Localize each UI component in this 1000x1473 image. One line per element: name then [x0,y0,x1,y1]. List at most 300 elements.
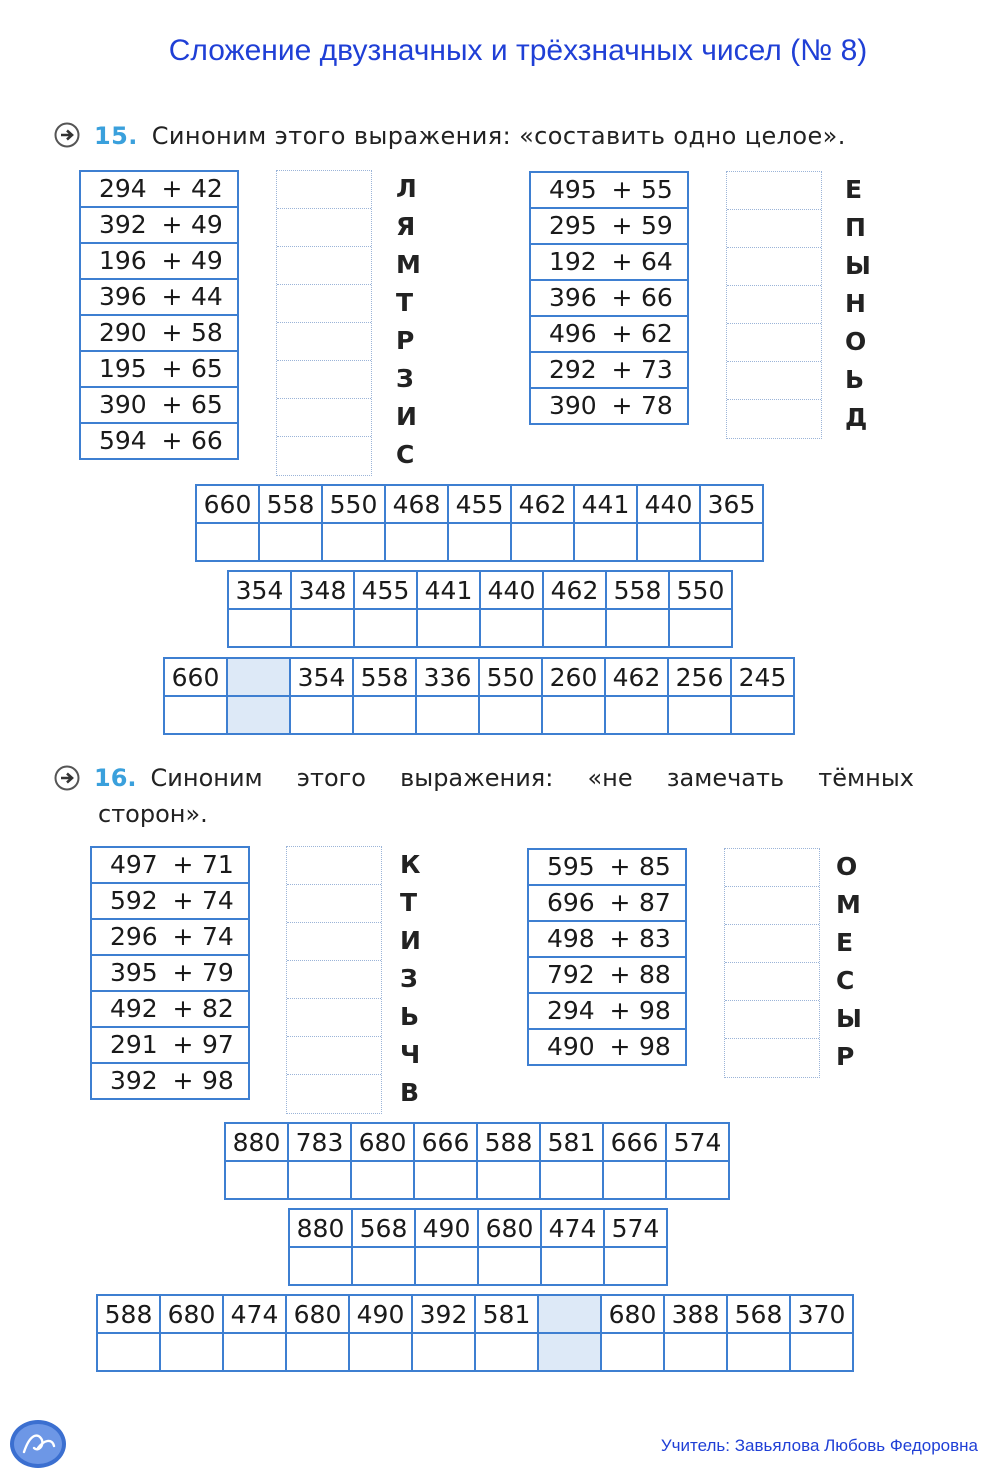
addend-a: 592 [110,886,158,915]
letter-input-cell[interactable] [164,696,227,734]
letter-input-cell[interactable] [601,1333,664,1371]
number-cell: 354 [228,571,291,609]
number-cell: 880 [289,1209,352,1247]
task-text-word: замечать [666,764,785,792]
cipher-letter: И [400,926,421,955]
addend-a: 290 [99,318,147,347]
letter-input-cell[interactable] [731,696,794,734]
letter-input-cell[interactable] [412,1333,475,1371]
addend-b: 88 [639,960,671,989]
letter-input-cell[interactable] [223,1333,286,1371]
number-cell: 474 [541,1209,604,1247]
number-cell: 462 [543,571,606,609]
number-cell: 558 [259,485,322,523]
addend-b: 71 [202,850,234,879]
addend-a: 196 [99,246,147,275]
cipher-letter: В [400,1078,420,1107]
cipher-letter: Н [845,289,866,318]
answer-box[interactable] [277,437,371,475]
plus-sign: + [161,282,183,311]
number-cell: 440 [480,571,543,609]
addend-b: 87 [639,888,671,917]
expression-row [90,920,250,956]
answer-box[interactable] [277,285,371,323]
answer-box[interactable] [287,847,381,885]
answer-box[interactable] [277,171,371,209]
answer-grid [288,1208,668,1286]
addend-a: 395 [110,958,158,987]
plus-sign: + [161,318,183,347]
expression-row [79,208,239,244]
letter-input-cell[interactable] [415,1247,478,1285]
number-cell: 680 [160,1295,223,1333]
answer-box[interactable] [277,323,371,361]
cipher-letter: Я [396,212,416,241]
number-cell: 462 [511,485,574,523]
number-cell: 455 [448,485,511,523]
number-cell: 245 [731,658,794,696]
letter-input-cell[interactable] [448,523,511,561]
answer-box[interactable] [277,361,371,399]
plus-sign: + [611,355,633,384]
number-cell: 354 [290,658,353,696]
plus-sign: + [611,175,633,204]
letter-column [845,171,871,437]
letter-input-cell[interactable] [352,1247,415,1285]
number-cell: 550 [479,658,542,696]
expression-row [527,886,687,922]
cipher-letter: Ы [845,251,871,280]
letter-input-cell[interactable] [511,523,574,561]
cipher-letter: М [396,250,421,279]
teacher-credit: Учитель: Завьялова Любовь Федоровна [660,1436,978,1455]
expression-row [79,388,239,424]
answer-column [286,846,382,1114]
expression-row [529,171,689,209]
expression-row [529,317,689,353]
addend-a: 292 [549,355,597,384]
answer-box[interactable] [727,324,821,362]
answer-box[interactable] [727,172,821,210]
cipher-letter: К [400,850,421,879]
letter-input-cell[interactable] [291,609,354,647]
expression-row [527,958,687,994]
answer-box[interactable] [727,400,821,438]
letter-input-cell[interactable] [606,609,669,647]
plus-sign: + [172,850,194,879]
cipher-letter: О [836,852,858,881]
plus-sign: + [172,922,194,951]
plus-sign: + [172,1030,194,1059]
number-cell: 468 [385,485,448,523]
letter-input-cell[interactable] [289,1247,352,1285]
number-cell: 588 [97,1295,160,1333]
answer-box[interactable] [287,885,381,923]
addend-b: 66 [641,283,673,312]
plus-sign: + [161,174,183,203]
expression-row [79,170,239,208]
answer-box[interactable] [725,887,819,925]
task-number: 15. [94,122,138,150]
plus-sign: + [172,994,194,1023]
letter-input-cell[interactable] [349,1333,412,1371]
number-cell: 490 [415,1209,478,1247]
number-cell: 660 [164,658,227,696]
number-cell: 581 [475,1295,538,1333]
expression-row [529,245,689,281]
expression-row [529,353,689,389]
number-cell: 680 [601,1295,664,1333]
addend-a: 390 [99,390,147,419]
addend-b: 55 [641,175,673,204]
answer-box[interactable] [725,1039,819,1077]
answer-box[interactable] [727,248,821,286]
letter-input-cell[interactable] [543,609,606,647]
task-text: Синоним этого выражения: «составить одно целое». [151,122,846,150]
addend-b: 62 [641,319,673,348]
answer-box[interactable] [725,925,819,963]
addend-b: 85 [639,852,671,881]
expression-row [79,316,239,352]
expression-row [90,992,250,1028]
addend-a: 396 [549,283,597,312]
letter-input-cell[interactable] [477,1161,540,1199]
school-logo-icon [8,1418,68,1470]
addend-a: 392 [110,1066,158,1095]
plus-sign: + [609,960,631,989]
task-text-continued: сторон». [98,800,208,828]
number-cell: 260 [542,658,605,696]
addend-a: 396 [99,282,147,311]
expression-row [79,424,239,460]
addend-a: 195 [99,354,147,383]
task-16-header [54,764,914,792]
number-cell: 574 [666,1123,729,1161]
expression-row [90,956,250,992]
answer-box[interactable] [277,399,371,437]
number-cell: 336 [416,658,479,696]
letter-column [400,846,421,1112]
answer-box[interactable] [727,286,821,324]
number-cell: 440 [637,485,700,523]
number-cell: 783 [288,1123,351,1161]
addend-b: 49 [191,210,223,239]
expression-row [529,209,689,245]
letter-input-cell[interactable] [727,1333,790,1371]
expression-row [527,922,687,958]
addend-b: 74 [202,922,234,951]
plus-sign: + [609,888,631,917]
expression-row [527,848,687,886]
letter-input-cell[interactable] [414,1161,477,1199]
number-cell: 558 [606,571,669,609]
word-gap-cell [538,1295,601,1333]
cipher-letter: Ы [836,1004,862,1033]
letter-input-cell[interactable] [354,609,417,647]
addend-a: 390 [549,391,597,420]
addend-a: 294 [547,996,595,1025]
addend-a: 792 [547,960,595,989]
addend-b: 98 [202,1066,234,1095]
letter-input-cell[interactable] [478,1247,541,1285]
answer-box[interactable] [287,1037,381,1075]
number-cell: 880 [225,1123,288,1161]
letter-input-cell[interactable] [290,696,353,734]
number-cell: 568 [352,1209,415,1247]
plus-sign: + [161,246,183,275]
addend-a: 496 [549,319,597,348]
arrow-circle-icon [54,765,80,791]
cipher-letter: С [396,440,415,469]
letter-input-cell[interactable] [664,1333,727,1371]
letter-input-cell[interactable] [417,609,480,647]
expression-list [527,848,687,1066]
letter-input-cell[interactable] [385,523,448,561]
cipher-letter: Ч [400,1040,421,1069]
addend-a: 295 [549,211,597,240]
number-cell: 568 [727,1295,790,1333]
addend-b: 79 [202,958,234,987]
answer-box[interactable] [727,362,821,400]
letter-input-cell[interactable] [322,523,385,561]
letter-input-cell[interactable] [603,1161,666,1199]
answer-box[interactable] [727,210,821,248]
plus-sign: + [609,924,631,953]
cipher-letter: Е [845,175,863,204]
letter-input-cell[interactable] [97,1333,160,1371]
expression-row [90,1028,250,1064]
answer-box[interactable] [287,1075,381,1113]
addend-b: 98 [639,1032,671,1061]
cipher-letter: Л [396,174,417,203]
word-gap-cell [227,658,290,696]
answer-box[interactable] [277,209,371,247]
number-cell: 581 [540,1123,603,1161]
answer-grid [163,657,795,735]
answer-box[interactable] [725,1001,819,1039]
plus-sign: + [161,354,183,383]
number-cell: 550 [322,485,385,523]
addend-a: 490 [547,1032,595,1061]
addend-a: 492 [110,994,158,1023]
expression-list [90,846,250,1100]
expression-row [529,281,689,317]
answer-grid [227,570,733,648]
plus-sign: + [161,426,183,455]
letter-input-cell[interactable] [700,523,763,561]
addend-a: 696 [547,888,595,917]
letter-input-cell[interactable] [480,609,543,647]
number-cell: 666 [603,1123,666,1161]
letter-input-cell[interactable] [288,1161,351,1199]
addend-a: 594 [99,426,147,455]
number-cell: 455 [354,571,417,609]
letter-input-cell[interactable] [228,609,291,647]
addend-b: 65 [191,354,223,383]
answer-box[interactable] [287,961,381,999]
addend-b: 83 [639,924,671,953]
letter-input-cell[interactable] [475,1333,538,1371]
plus-sign: + [609,852,631,881]
cipher-letter: Т [400,888,418,917]
task-text-word: выражения: [400,764,554,792]
letter-input-cell[interactable] [540,1161,603,1199]
cipher-letter: З [396,364,414,393]
expression-row [527,1030,687,1066]
addend-b: 42 [191,174,223,203]
plus-sign: + [609,1032,631,1061]
answer-box[interactable] [725,963,819,1001]
plus-sign: + [161,390,183,419]
number-cell: 550 [669,571,732,609]
letter-input-cell[interactable] [259,523,322,561]
answer-column [276,170,372,476]
expression-list [529,171,689,425]
number-cell: 558 [353,658,416,696]
plus-sign: + [161,210,183,239]
word-gap-cell [538,1333,601,1371]
number-cell: 256 [668,658,731,696]
addend-b: 74 [202,886,234,915]
page-title: Сложение двузначных и трёхзначных чисел (№ 8) [168,34,868,67]
answer-grid [96,1294,854,1372]
letter-input-cell[interactable] [353,696,416,734]
expression-row [529,389,689,425]
answer-grid [224,1122,730,1200]
arrow-circle-icon [54,122,80,148]
addend-b: 64 [641,247,673,276]
expression-row [90,1064,250,1100]
expression-row [79,244,239,280]
answer-box[interactable] [725,849,819,887]
number-cell: 365 [700,485,763,523]
answer-box[interactable] [277,247,371,285]
plus-sign: + [611,283,633,312]
number-cell: 441 [417,571,480,609]
addend-a: 192 [549,247,597,276]
letter-input-cell[interactable] [574,523,637,561]
answer-column [724,848,820,1078]
task-text-word: тёмных [818,764,914,792]
plus-sign: + [172,958,194,987]
addend-b: 58 [191,318,223,347]
number-cell: 680 [286,1295,349,1333]
letter-input-cell[interactable] [225,1161,288,1199]
letter-input-cell[interactable] [286,1333,349,1371]
expression-row [90,884,250,920]
letter-input-cell[interactable] [605,696,668,734]
addend-b: 44 [191,282,223,311]
letter-input-cell[interactable] [351,1161,414,1199]
plus-sign: + [611,211,633,240]
letter-input-cell[interactable] [666,1161,729,1199]
letter-input-cell[interactable] [416,696,479,734]
task-number: 16. [94,764,137,792]
letter-column [396,170,421,474]
expression-row [79,352,239,388]
plus-sign: + [611,247,633,276]
answer-grid [195,484,764,562]
addend-a: 595 [547,852,595,881]
number-cell: 462 [605,658,668,696]
addend-b: 78 [641,391,673,420]
number-cell: 474 [223,1295,286,1333]
cipher-letter: Р [396,326,415,355]
addend-b: 82 [202,994,234,1023]
letter-input-cell[interactable] [196,523,259,561]
number-cell: 666 [414,1123,477,1161]
letter-column [836,848,862,1076]
task-text-word: «не [587,764,633,792]
cipher-letter: М [836,890,861,919]
letter-input-cell[interactable] [541,1247,604,1285]
letter-input-cell[interactable] [790,1333,853,1371]
task-15-header [54,122,846,150]
answer-column [726,171,822,439]
addend-b: 59 [641,211,673,240]
number-cell: 441 [574,485,637,523]
number-cell: 574 [604,1209,667,1247]
addend-a: 497 [110,850,158,879]
answer-box[interactable] [287,923,381,961]
addend-a: 296 [110,922,158,951]
expression-list [79,170,239,460]
number-cell: 348 [291,571,354,609]
cipher-letter: И [396,402,417,431]
cipher-letter: Е [836,928,854,957]
plus-sign: + [611,391,633,420]
task-text-word: этого [296,764,366,792]
addend-b: 65 [191,390,223,419]
cipher-letter: Ь [845,365,865,394]
cipher-letter: Р [836,1042,855,1071]
expression-row [90,846,250,884]
addend-b: 66 [191,426,223,455]
number-cell: 680 [351,1123,414,1161]
answer-box[interactable] [287,999,381,1037]
letter-input-cell[interactable] [637,523,700,561]
letter-input-cell[interactable] [668,696,731,734]
cipher-letter: Д [845,403,868,432]
expression-row [79,280,239,316]
plus-sign: + [172,886,194,915]
addend-b: 49 [191,246,223,275]
plus-sign: + [172,1066,194,1095]
number-cell: 370 [790,1295,853,1333]
plus-sign: + [611,319,633,348]
number-cell: 588 [477,1123,540,1161]
expression-row [527,994,687,1030]
letter-input-cell[interactable] [604,1247,667,1285]
addend-a: 294 [99,174,147,203]
addend-b: 73 [641,355,673,384]
cipher-letter: Ь [400,1002,420,1031]
letter-input-cell[interactable] [669,609,732,647]
cipher-letter: Т [396,288,414,317]
letter-input-cell[interactable] [479,696,542,734]
number-cell: 680 [478,1209,541,1247]
plus-sign: + [609,996,631,1025]
number-cell: 660 [196,485,259,523]
number-cell: 392 [412,1295,475,1333]
addend-a: 291 [110,1030,158,1059]
letter-input-cell[interactable] [160,1333,223,1371]
addend-a: 495 [549,175,597,204]
number-cell: 388 [664,1295,727,1333]
cipher-letter: П [845,213,866,242]
letter-input-cell[interactable] [542,696,605,734]
word-gap-cell [227,696,290,734]
